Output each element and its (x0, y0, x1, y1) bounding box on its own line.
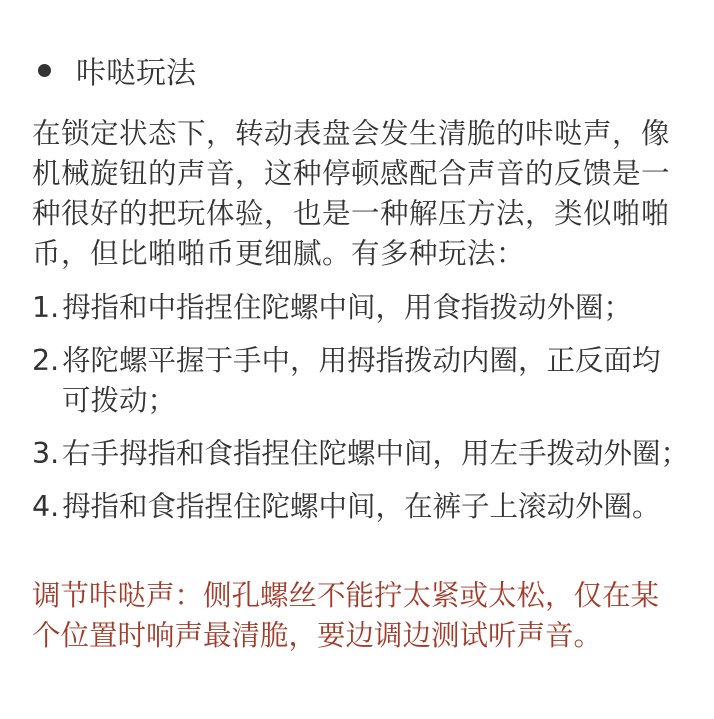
tip-line: 个位置时响声最清脆，要边调边测试听声音。 (32, 619, 603, 652)
paragraph-line: 币，但比啪啪币更细腻。有多种玩法： (32, 237, 526, 270)
section-heading (38, 50, 196, 90)
list-item (32, 341, 702, 421)
paragraph-line: 机械旋钮的声音，这种停顿感配合声音的反馈是一 (32, 157, 671, 190)
list-item (32, 434, 702, 474)
step-text (62, 341, 702, 421)
step-text (62, 434, 702, 474)
step-line: 将陀螺平握于手中，用拇指拨动内圈，正反面均 (62, 344, 661, 377)
paragraph-line: 种很好的把玩体验，也是一种解压方法，类似啪啪 (32, 197, 671, 230)
step-line: 可拨动； (62, 384, 177, 417)
list-item (32, 487, 702, 527)
step-number: 1. (32, 291, 60, 324)
step-line: 拇指和中指捏住陀螺中间，用食指拨动外圈； (62, 291, 633, 324)
step-number: 3. (32, 437, 60, 470)
intro-paragraph (32, 114, 692, 274)
step-text (62, 487, 702, 527)
step-line: 拇指和食指捏住陀螺中间，在裤子上滚动外圈。 (62, 490, 661, 523)
paragraph-line: 在锁定状态下，转动表盘会发生清脆的咔哒声，像 (32, 117, 671, 150)
tip-line: 调节咔哒声：侧孔螺丝不能拧太紧或太松，仅在某 (32, 579, 660, 612)
bullet-icon (38, 64, 51, 77)
steps-list (32, 288, 702, 540)
step-number: 4. (32, 490, 60, 523)
step-text (62, 288, 702, 328)
step-number: 2. (32, 344, 60, 377)
list-item (32, 288, 702, 328)
adjustment-tip (32, 576, 702, 656)
section-title: 咔哒玩法 (76, 56, 196, 91)
step-line: 右手拇指和食指捏住陀螺中间，用左手拨动外圈； (62, 437, 690, 470)
